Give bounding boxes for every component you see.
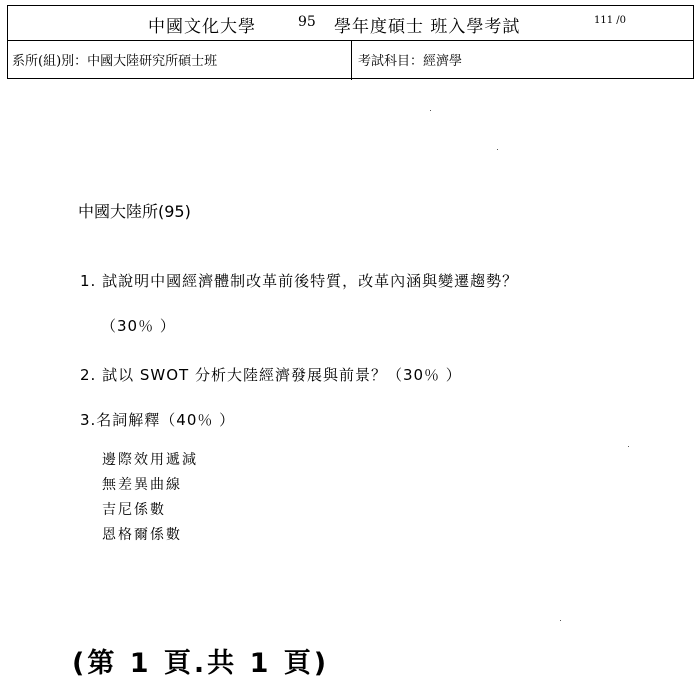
department-field	[12, 50, 217, 69]
school-name: 中國文化大學	[148, 17, 256, 37]
page-footer: (第 1 頁.共 1 頁)	[72, 648, 330, 679]
question-3: 3.名詞解釋（40％ ）	[80, 411, 236, 429]
subject-label: 考試科目：	[358, 54, 424, 69]
question-2: 2. 試以 SWOT 分析大陸經濟發展與前景？（30％ ）	[80, 366, 462, 384]
scan-speck	[497, 149, 498, 150]
header-divider	[351, 40, 352, 80]
term-item: 恩格爾係數	[102, 527, 182, 543]
exam-title: 學年度碩士 班入學考試	[334, 17, 521, 37]
department-value: 中國大陸研究所碩士班	[87, 54, 218, 69]
term-item: 吉尼係數	[102, 502, 166, 518]
department-label: 系所(組)別：	[12, 54, 88, 69]
scan-speck	[628, 446, 629, 447]
question-1: 1. 試說明中國經濟體制改革前後特質，改革內涵與變遷趨勢？	[80, 272, 519, 290]
exam-section-title: 中國大陸所(95)	[78, 202, 191, 221]
exam-header	[7, 5, 694, 79]
subject-value: 經濟學	[423, 54, 463, 69]
question-1-score: （30％ ）	[101, 317, 176, 335]
term-item: 邊際效用遞減	[102, 452, 198, 468]
academic-year: 95	[298, 14, 316, 30]
subject-field	[358, 50, 462, 69]
scan-speck	[560, 620, 561, 621]
term-item: 無差異曲線	[102, 477, 182, 493]
scan-speck	[430, 110, 431, 111]
page-code: 111 /0	[594, 15, 626, 26]
